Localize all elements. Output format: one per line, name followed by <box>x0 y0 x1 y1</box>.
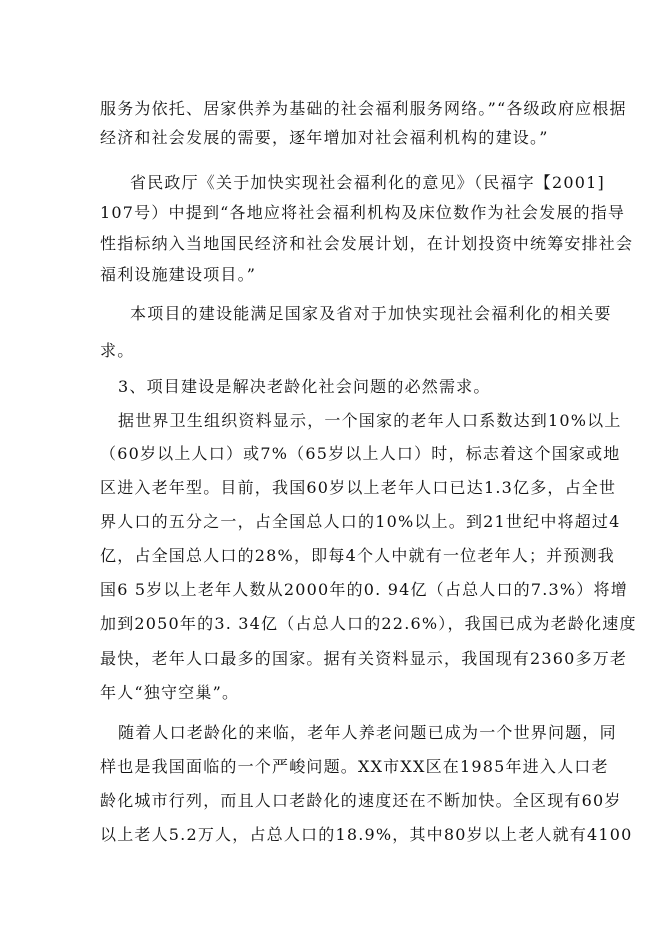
paragraph-line: 本项目的建设能满足国家及省对于加快实现社会福利化的相关要 <box>130 304 612 323</box>
paragraph-line: 界人口的五分之一，占全国总人口的10%以上。到21世纪中将超过4 <box>100 512 621 531</box>
paragraph-line: 性指标纳入当地国民经济和社会发展计划，在计划投资中统筹安排社会 <box>100 234 634 253</box>
paragraph-line: 区进入老年型。目前，我国60岁以上老年人口已达1.3亿多，占全世 <box>100 478 617 497</box>
paragraph-line: 107号）中提到“各地应将社会福利机构及床位数作为社会发展的指导 <box>100 203 626 222</box>
paragraph-line: 最快，老年人口最多的国家。据有关资料显示，我国现有2360多万老 <box>100 649 628 668</box>
paragraph-line: 亿，占全国总人口的28%，即每4个人中就有一位老年人；并预测我 <box>100 546 615 565</box>
section-heading: 3、项目建设是解决老龄化社会问题的必然需求。 <box>118 377 491 396</box>
paragraph-line: 加到2050年的3. 34亿（占总人口的22.6%），我国已成为老龄化速度 <box>100 614 637 633</box>
paragraph-line: 国6 5岁以上老年人数从2000年的0. 94亿（占总人口的7.3%）将增 <box>100 580 628 599</box>
paragraph-line: 随着人口老龄化的来临，老年人养老问题已成为一个世界问题，同 <box>118 723 617 742</box>
paragraph-line: 福利设施建设项目。” <box>100 265 257 284</box>
paragraph-line: 样也是我国面临的一个严峻问题。XX市XX区在1985年进入人口老 <box>100 757 609 776</box>
paragraph-line: 服务为依托、居家供养为基础的社会福利服务网络。”“各级政府应根据 <box>100 99 627 118</box>
paragraph-line: 以上老人5.2万人，占总人口的18.9%，其中80岁以上老人就有4100 <box>100 825 633 844</box>
paragraph-line: 年人“独守空巢”。 <box>100 683 240 702</box>
paragraph-line: 求。 <box>100 341 135 360</box>
paragraph-line: 据世界卫生组织资料显示，一个国家的老年人口系数达到10%以上 <box>118 411 622 430</box>
paragraph-line: 龄化城市行列，而且人口老龄化的速度还在不断加快。全区现有60岁 <box>100 791 622 810</box>
paragraph-line: （60岁以上人口）或7%（65岁以上人口）时，标志着这个国家或地 <box>100 444 621 463</box>
paragraph-line: 经济和社会发展的需要，逐年增加对社会福利机构的建设。” <box>100 128 549 147</box>
paragraph-line: 省民政厅《关于加快实现社会福利化的意见》（民福字【2001] <box>130 173 605 192</box>
